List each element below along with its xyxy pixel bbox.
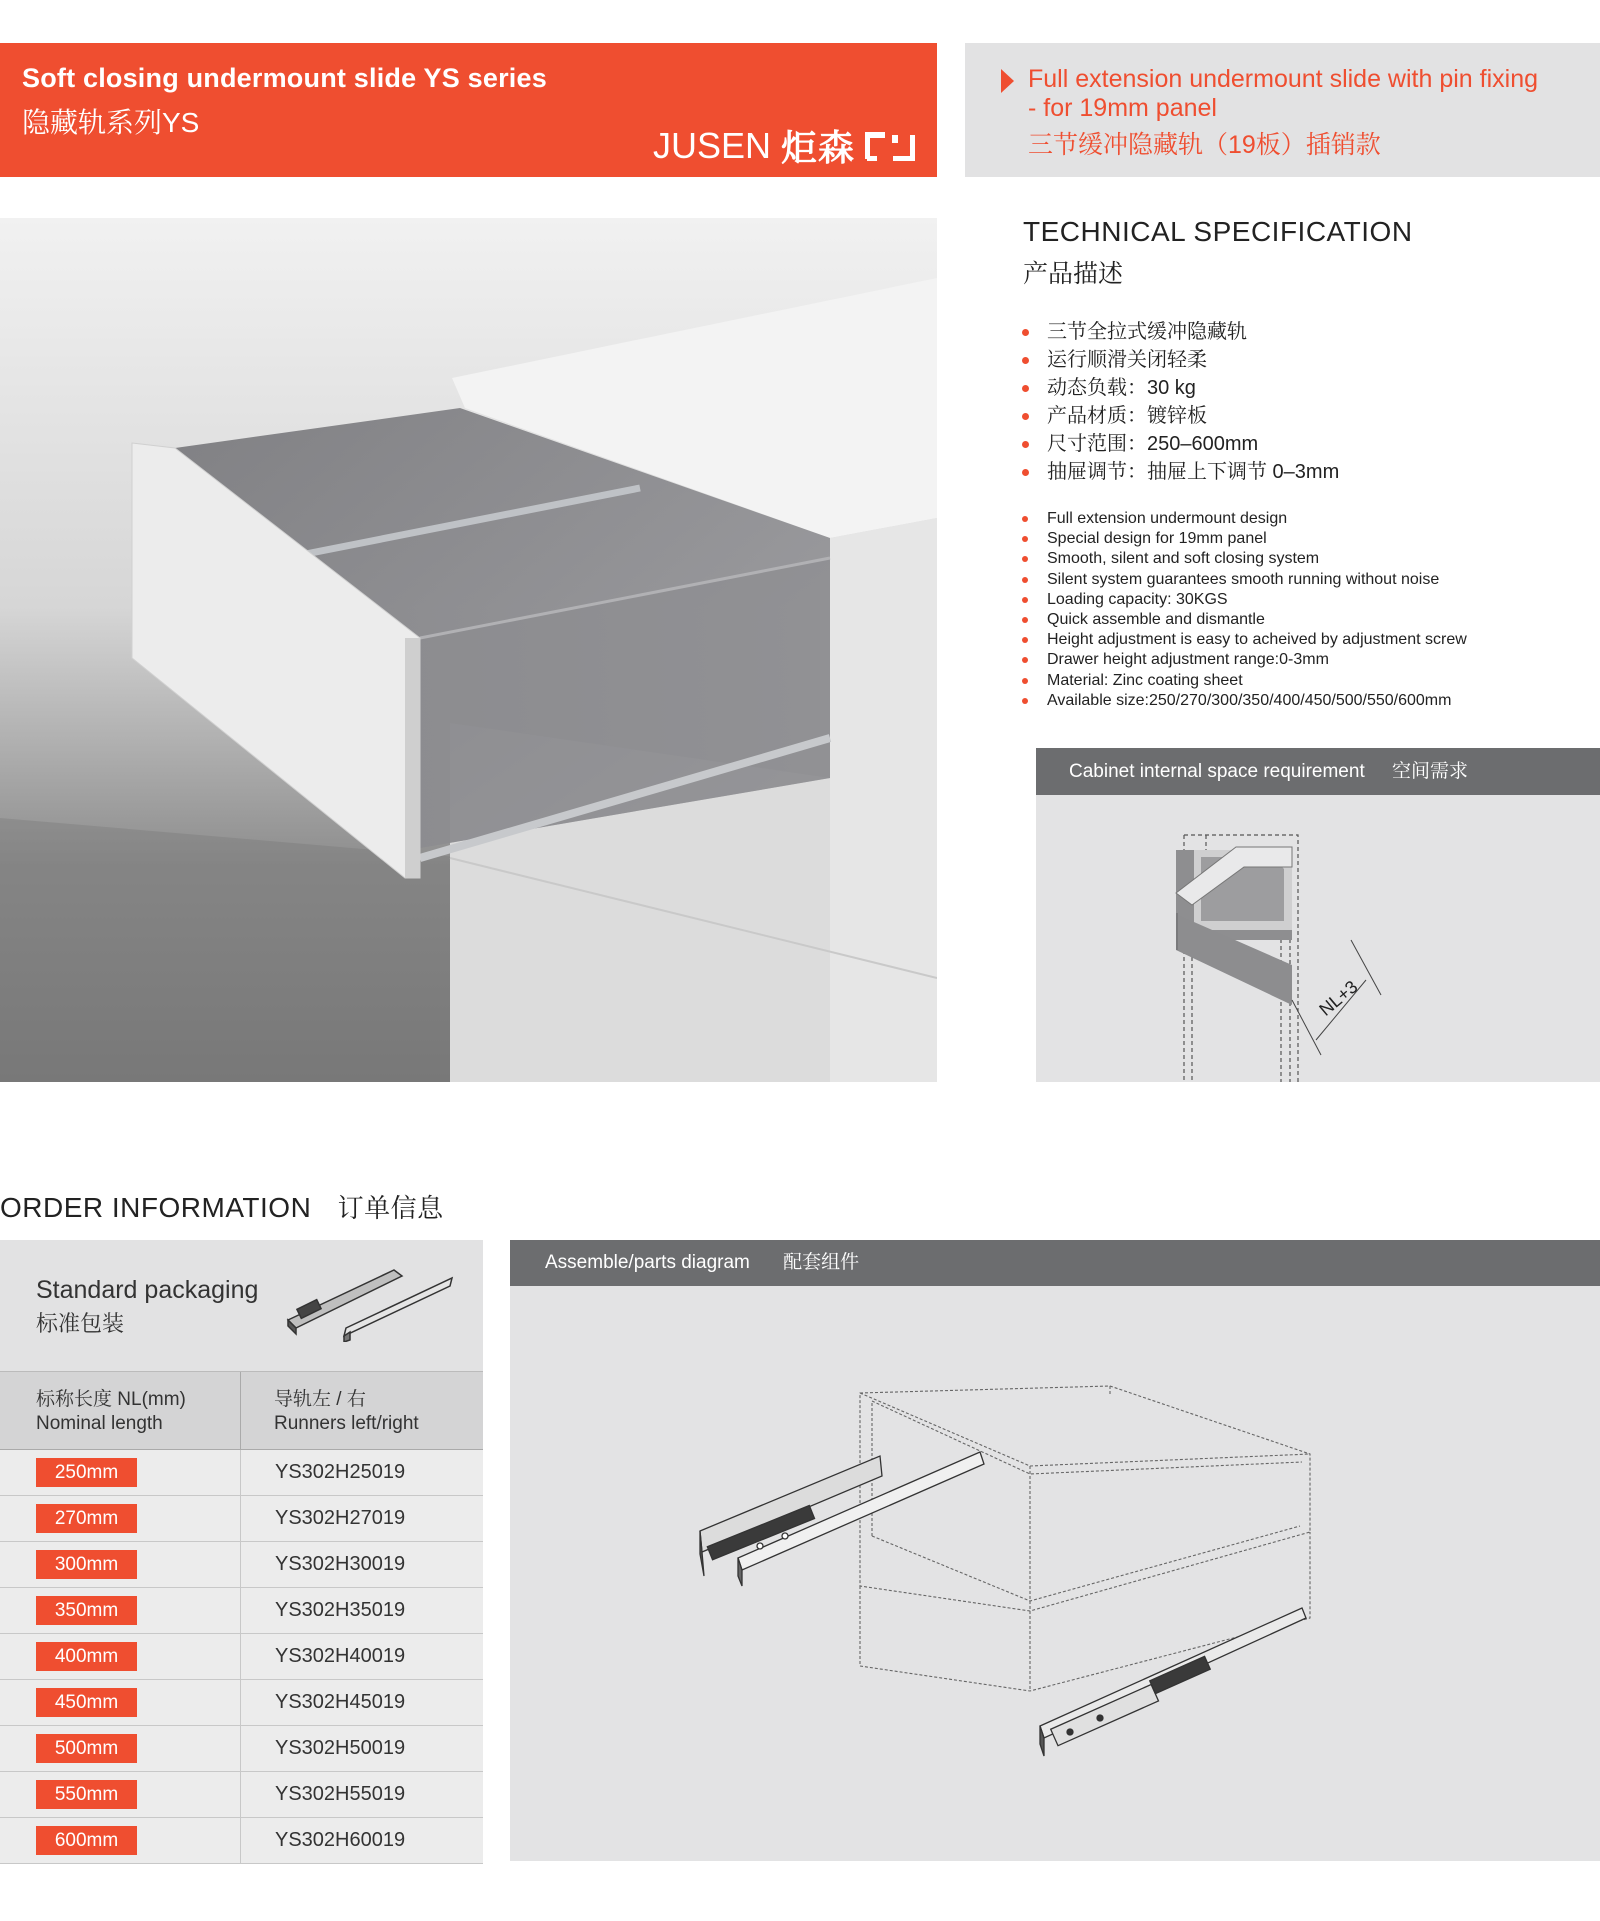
cabinet-space-title-en: Cabinet internal space requirement [1069,761,1365,782]
product-code: YS302H30019 [275,1553,406,1575]
table-row [0,1772,483,1818]
spec-title-cn: 产品描述 [1023,260,1124,288]
cabinet-space-title-cn: 空间需求 [1392,761,1469,782]
brand-name-en: JUSEN [652,124,771,166]
list-item: 抽屉调节：抽屉上下调节 0–3mm [1022,458,1339,486]
list-item: Drawer height adjustment range:0-3mm [1022,650,1467,670]
series-header [0,43,937,177]
col-header-runners-cn: 导轨左 / 右 [274,1389,366,1410]
list-item: Smooth, silent and soft closing system [1022,549,1467,569]
spec-list-cn [1022,318,1339,486]
brand-logo [653,120,915,171]
list-item: 尺寸范围：250–600mm [1022,430,1339,458]
length-badge: 450mm [36,1688,137,1717]
brand-mark-icon [865,131,915,161]
list-item: Loading capacity: 30KGS [1022,590,1467,610]
list-item: Silent system guarantees smooth running without noise [1022,570,1467,590]
nl-dimension-label: NL+3 [1315,976,1362,1020]
list-item: Material: Zinc coating sheet [1022,671,1467,691]
list-item: 动态负载：30 kg [1022,374,1339,402]
length-badge: 600mm [36,1826,137,1855]
col-header-runners-en: Runners left/right [274,1413,419,1434]
list-item: 运行顺滑关闭轻柔 [1022,346,1339,374]
length-badge: 270mm [36,1504,137,1533]
product-code: YS302H35019 [275,1599,406,1621]
product-code: YS302H45019 [275,1691,406,1713]
table-row [0,1680,483,1726]
spec-title-en: TECHNICAL SPECIFICATION [1023,216,1413,247]
product-code: YS302H60019 [275,1829,406,1851]
brand-name-cn: 炬森 [780,127,855,168]
order-title-en: ORDER INFORMATION [0,1192,312,1223]
assembly-header [510,1240,1600,1286]
list-item: Full extension undermount design [1022,509,1467,529]
list-item: Height adjustment is easy to acheived by adjustment screw [1022,630,1467,650]
series-title-en: Soft closing undermount slide YS series [22,63,547,93]
cabinet-space-diagram [1036,795,1600,1082]
product-code: YS302H40019 [275,1645,406,1667]
list-item: 三节全拉式缓冲隐藏轨 [1022,318,1339,346]
col-header-length [0,1372,241,1449]
slide-pair-icon [284,1262,454,1342]
packaging-title-en: Standard packaging [36,1276,259,1304]
table-row [0,1634,483,1680]
length-badge: 400mm [36,1642,137,1671]
col-header-length-cn: 标称长度 NL(mm) [36,1389,186,1410]
col-header-length-en: Nominal length [36,1413,163,1434]
table-row [0,1726,483,1772]
list-item: Quick assemble and dismantle [1022,610,1467,630]
order-title [0,1188,444,1225]
list-item: 产品材质：镀锌板 [1022,402,1339,430]
length-badge: 350mm [36,1596,137,1625]
table-row [0,1818,483,1864]
col-header-runners [241,1372,419,1449]
table-row [0,1542,483,1588]
list-item: Special design for 19mm panel [1022,529,1467,549]
series-title-cn: 隐藏轨系列YS [22,107,200,138]
cabinet-space-header [1036,748,1600,795]
product-code: YS302H25019 [275,1461,406,1483]
product-title-en-1: Full extension undermount slide with pin fixing [1028,65,1538,93]
list-item: Available size:250/270/300/350/400/450/500/550/600mm [1022,691,1467,711]
length-badge: 500mm [36,1734,137,1763]
assembly-diagram [510,1286,1600,1861]
assembly-title-en: Assemble/parts diagram [545,1252,750,1273]
order-table [0,1240,483,1864]
product-title-en-2: - for 19mm panel [1028,94,1217,122]
order-title-cn: 订单信息 [337,1193,444,1223]
table-row [0,1450,483,1496]
packaging-title-cn: 标准包装 [36,1311,125,1336]
standard-packaging [0,1240,483,1372]
product-code: YS302H55019 [275,1783,406,1805]
product-header [965,43,1600,177]
product-hero-image [0,218,937,1082]
table-row [0,1588,483,1634]
length-badge: 300mm [36,1550,137,1579]
table-row [0,1496,483,1542]
product-title-cn: 三节缓冲隐藏轨（19板）插销款 [1028,131,1381,159]
assembly-title-cn: 配套组件 [783,1252,860,1273]
product-code: YS302H27019 [275,1507,406,1529]
spec-list-en [1022,509,1467,711]
table-header [0,1372,483,1450]
length-badge: 550mm [36,1780,137,1809]
length-badge: 250mm [36,1458,137,1487]
arrow-right-icon [1001,69,1014,93]
product-code: YS302H50019 [275,1737,406,1759]
